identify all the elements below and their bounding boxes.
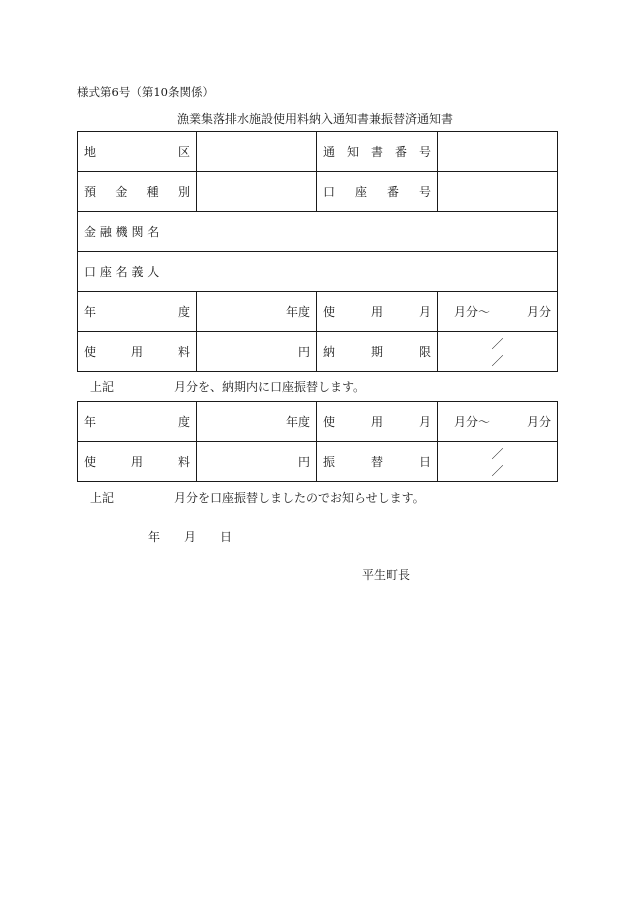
bank-name-label: 金 融 機 関 名 (84, 225, 160, 239)
fee-field[interactable]: 円 (197, 442, 317, 482)
table-row (78, 442, 558, 482)
account-holder-label: 口 座 名 義 人 (84, 265, 160, 279)
due-date-field[interactable]: ／／ (438, 332, 558, 372)
transfer-date-field[interactable]: ／／ (438, 442, 558, 482)
year-label: 年 度 (78, 292, 197, 332)
year-field[interactable]: 年度 (197, 402, 317, 442)
account-number-field[interactable] (438, 172, 558, 212)
bank-name-cell[interactable] (78, 212, 558, 252)
deposit-type-field[interactable] (197, 172, 317, 212)
district-label: 地 区 (78, 132, 197, 172)
day-mark: 日 (220, 530, 233, 544)
year-field[interactable]: 年度 (197, 292, 317, 332)
table-row (78, 402, 558, 442)
table-row (78, 132, 558, 172)
table-row (78, 252, 558, 292)
table-row (78, 332, 558, 372)
year-label: 年 度 (78, 402, 197, 442)
table-row (78, 212, 558, 252)
district-field[interactable] (197, 132, 317, 172)
due-date-label: 納 期 限 (317, 332, 438, 372)
note-auto-transfer: 上記 月分を、納期内に口座振替します。 (90, 380, 366, 394)
year-mark: 年 (148, 530, 161, 544)
account-holder-cell[interactable] (78, 252, 558, 292)
deposit-type-label: 預 金 種 別 (78, 172, 197, 212)
table-row (78, 172, 558, 212)
table-row (78, 292, 558, 332)
form-number: 様式第6号（第10条関係） (77, 85, 214, 99)
transfer-date-label: 振 替 日 (317, 442, 438, 482)
transfer-table (77, 401, 558, 482)
notice-number-label: 通 知 書 番 号 (317, 132, 438, 172)
account-number-label: 口 座 番 号 (317, 172, 438, 212)
fee-field[interactable]: 円 (197, 332, 317, 372)
notice-number-field[interactable] (438, 132, 558, 172)
usage-month-field[interactable]: 月分～ 月分 (438, 292, 558, 332)
month-mark: 月 (184, 530, 197, 544)
note-transfer-completed: 上記 月分を口座振替しましたのでお知らせします。 (90, 491, 425, 505)
issuer-name: 平生町長 (362, 568, 411, 582)
usage-month-label: 使 用 月 (317, 402, 438, 442)
notice-table (77, 131, 558, 372)
fee-label: 使 用 料 (78, 332, 197, 372)
usage-month-field[interactable]: 月分～ 月分 (438, 402, 558, 442)
document-title: 漁業集落排水施設使用料納入通知書兼振替済通知書 (176, 112, 453, 126)
usage-month-label: 使 用 月 (317, 292, 438, 332)
issue-date (148, 528, 232, 545)
fee-label: 使 用 料 (78, 442, 197, 482)
